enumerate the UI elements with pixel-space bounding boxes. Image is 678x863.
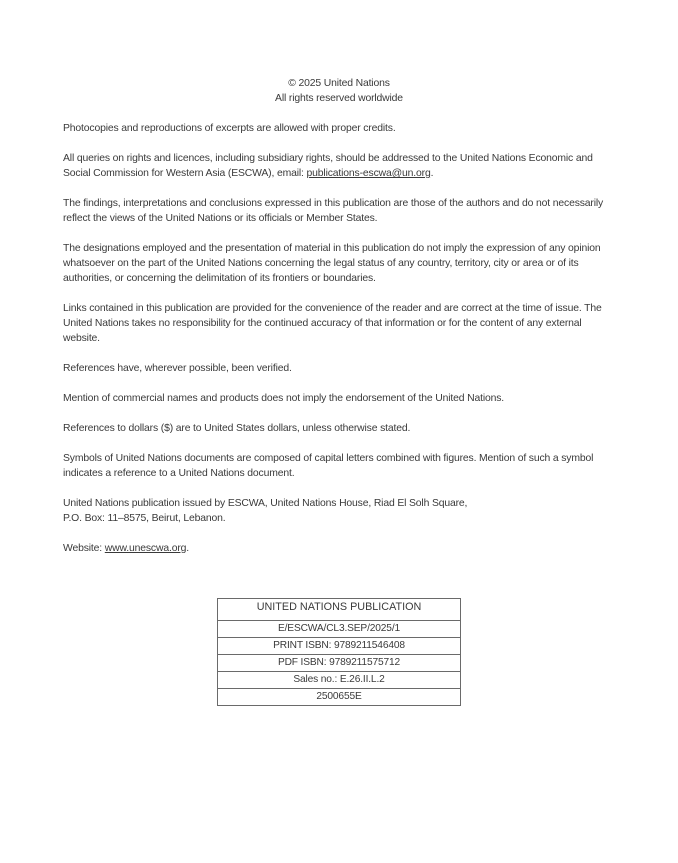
legal-notices [63,121,619,571]
issued-line-1: United Nations publication issued by ESCWA, United Nations House, Riad El Solh Square, [63,498,468,509]
print-isbn: PRINT ISBN: 9789211546408 [218,638,460,655]
website-paragraph [63,541,619,556]
symbols-paragraph: Symbols of United Nations documents are composed of capital letters combined with figures. Mention of such a symbol indicates a reference to a United Nations document. [63,453,594,479]
website-link[interactable]: www.unescwa.org [104,543,187,554]
issued-line-2: P.O. Box: 11–8575, Beirut, Lebanon. [63,513,226,524]
dollars-paragraph: References to dollars ($) are to United States dollars, unless otherwise stated. [63,423,411,434]
links-paragraph: Links contained in this publication are provided for the convenience of the reader and are correct at the time of issue. The United Nations takes no responsibility for the continued accuracy of that information or for the content of any external website. [63,303,602,344]
website-end: . [186,543,190,554]
copyright-notice [0,76,678,106]
issued-by-paragraph [63,496,619,526]
findings-paragraph: The findings, interpretations and conclusions expressed in this publication are those of the authors and do not necessarily reflect the views of the United Nations or its officials or Member States. [63,198,604,224]
queries-text: All queries on rights and licences, including subsidiary rights, should be addressed to the United Nations Economic and Social Commission for Western Asia (ESCWA), email: [63,153,593,179]
website-label: Website: [63,543,105,554]
pdf-isbn: PDF ISBN: 9789211575712 [218,655,460,672]
publication-info-table [217,598,461,706]
document-symbol: E/ESCWA/CL3.SEP/2025/1 [218,621,460,638]
queries-paragraph [63,151,619,181]
rights-reserved-line: All rights reserved worldwide [275,93,403,104]
designations-paragraph: The designations employed and the presentation of material in this publication do not imply the expression of any opinion whatsoever on the part of the United Nations concerning the legal status of any country, territory, city or area or of its authorities, or concerning the delimitation of its frontiers or boundaries. [63,243,601,284]
publication-table-header: UNITED NATIONS PUBLICATION [218,599,460,621]
commercial-paragraph: Mention of commercial names and products does not imply the endorsement of the United Nations. [63,393,505,404]
photocopies-paragraph: Photocopies and reproductions of excerpts are allowed with proper credits. [63,123,396,134]
email-link[interactable]: publications-escwa@un.org [306,168,431,179]
copyright-line: © 2025 United Nations [288,78,390,89]
sales-number: Sales no.: E.26.II.L.2 [218,672,460,689]
queries-end: . [430,168,434,179]
references-paragraph: References have, wherever possible, been verified. [63,363,292,374]
job-number: 2500655E [316,691,362,702]
